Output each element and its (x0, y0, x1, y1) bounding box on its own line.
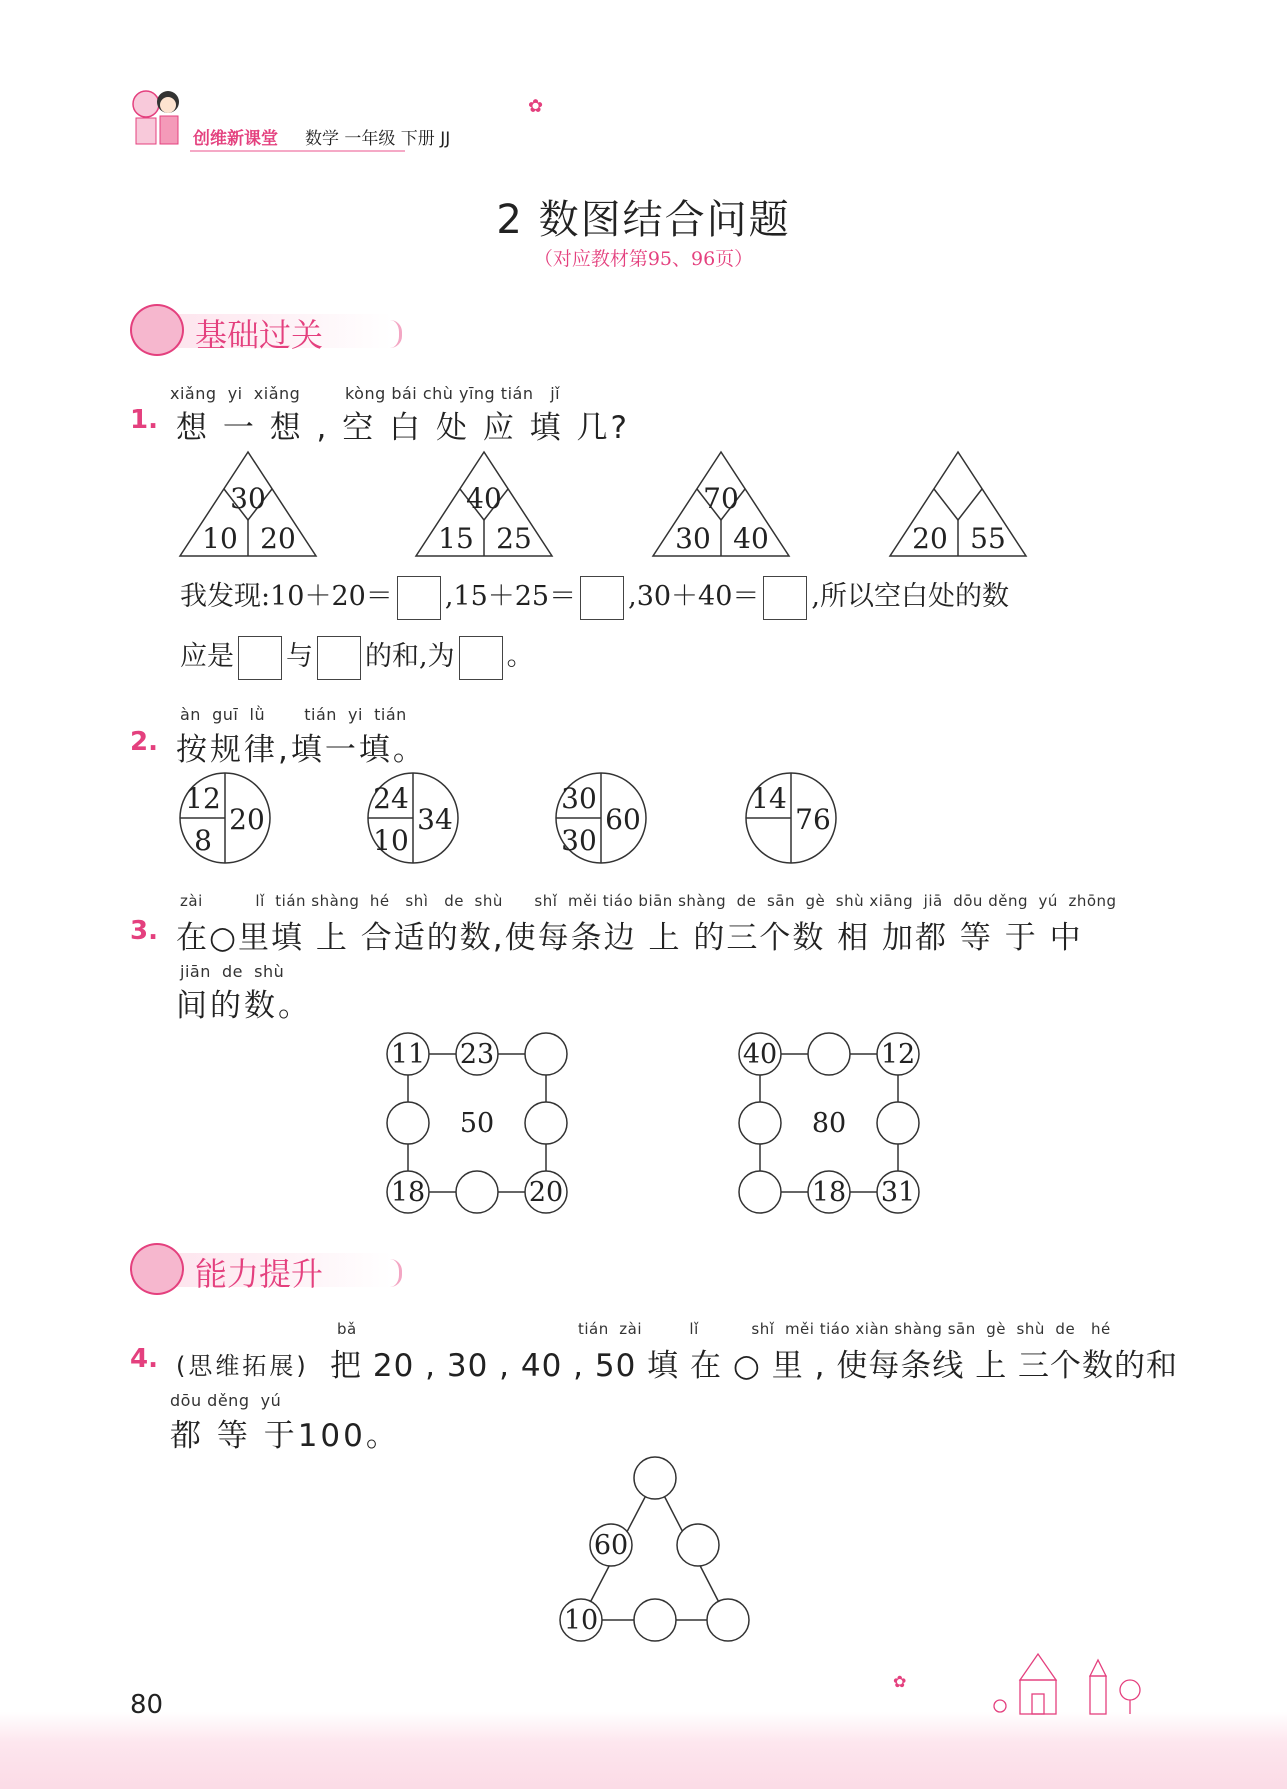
tri-1-left: 10 (202, 522, 238, 555)
circle-3-top-left: 30 (561, 782, 597, 815)
q1-question: 想 一 想 , 空 白 处 应 填 几? (176, 410, 630, 446)
circle-2 (368, 773, 458, 863)
q2-circles (175, 770, 855, 866)
square-2 (739, 1033, 919, 1213)
q4-bottom-left: 10 (563, 1605, 599, 1636)
sq2-br: 31 (880, 1177, 916, 1208)
circle-1-top-left: 12 (185, 782, 221, 815)
header-brand: 创维新课堂 (193, 129, 278, 149)
tri-3-right: 40 (733, 522, 769, 555)
sq1-center: 50 (459, 1108, 495, 1139)
section-banner-basic: 基础过关 (130, 304, 430, 352)
q2-question: 按规律,填一填。 (176, 732, 427, 768)
tri-2-right: 25 (496, 522, 532, 555)
q4-question-2: 都 等 于100。 (170, 1418, 400, 1454)
circle-1 (180, 773, 270, 863)
q4-triangle (555, 1455, 755, 1645)
answer-box[interactable] (397, 576, 441, 620)
castle-icon (990, 1650, 1160, 1716)
sq1-tm: 23 (459, 1039, 495, 1070)
q4-mid-left: 60 (593, 1530, 629, 1561)
q1-finding-line: 我发现:10＋20＝ ,15＋25＝ ,30＋40＝ ,所以空白处的数 (180, 574, 1009, 620)
q3-pinyin-1: zài lǐ tián shàng hé shì de shù shǐ měi tiáo biān shàng de sān gè shù xiāng jiā dōu děng yú zhōng (180, 892, 1117, 910)
q2-pinyin: àn guī lǜ tián yi tián (180, 705, 407, 724)
answer-box[interactable] (317, 636, 361, 680)
q3-question-1: 在○里填 上 合适的数,使每条边 上 的三个数 相 加都 等 于 中 (176, 920, 1083, 956)
tri-3-left: 30 (675, 522, 711, 555)
footer-band (0, 1712, 1287, 1789)
section-banner-advanced: 能力提升 (130, 1243, 430, 1291)
boy-avatar-icon (130, 1243, 184, 1295)
circle-3-right: 60 (605, 803, 641, 836)
square-1 (387, 1033, 567, 1213)
tri-1-top: 30 (230, 482, 266, 515)
circle-4-top-left: 14 (751, 782, 787, 815)
tri-2-top: 40 (466, 482, 502, 515)
triangle-2 (416, 452, 552, 556)
answer-box[interactable] (238, 636, 282, 680)
circle-1-bottom-left: 8 (194, 824, 212, 857)
q4-prefix: (思维拓展) (176, 1352, 309, 1380)
q3-squares (380, 1028, 940, 1216)
flower-icon: ✿ (528, 96, 544, 117)
sq1-bl: 18 (390, 1177, 426, 1208)
q4-question-1: 把 20 , 30 , 40 , 50 填 在 ○ 里 , 使每条线 上 三个数的和 (330, 1348, 1179, 1384)
q1-number: 1. (130, 405, 158, 435)
sq1-br: 20 (528, 1177, 564, 1208)
sq2-tr: 12 (880, 1039, 916, 1070)
q3-pinyin-2: jiān de shù (180, 962, 285, 981)
page-subtitle: （对应教材第95、96页） (533, 248, 754, 270)
tri-4-right: 55 (970, 522, 1006, 555)
triangle-4 (890, 452, 1026, 556)
q4-number: 4. (130, 1344, 158, 1374)
circle-3 (556, 773, 646, 863)
page-number: 80 (130, 1690, 164, 1720)
circle-2-right: 34 (417, 803, 453, 836)
q3-question-2: 间的数。 (176, 988, 312, 1024)
q4-pinyin-2: dōu děng yú (170, 1391, 282, 1410)
header-mascot-icon (128, 86, 188, 152)
circle-3-bottom-left: 30 (561, 824, 597, 857)
tri-1-right: 20 (260, 522, 296, 555)
q3-number: 3. (130, 916, 158, 946)
answer-box[interactable] (580, 576, 624, 620)
tri-3-top: 70 (703, 482, 739, 515)
q1-pinyin: xiǎng yi xiǎng kòng bái chù yīng tián jǐ (170, 384, 561, 403)
circle-4-right: 76 (795, 803, 831, 836)
flower-icon: ✿ (893, 1672, 907, 1691)
q1-conclusion-line: 应是 与 的和,为 。 (180, 634, 534, 680)
page-title: 2 数图结合问题 (496, 197, 791, 243)
sq1-tl: 11 (390, 1039, 426, 1070)
circle-2-top-left: 24 (373, 782, 409, 815)
sq2-bm: 18 (811, 1177, 847, 1208)
tri-2-left: 15 (438, 522, 474, 555)
header-divider (190, 150, 405, 152)
q1-triangles (170, 448, 1040, 560)
circle-2-bottom-left: 10 (373, 824, 409, 857)
q2-number: 2. (130, 727, 158, 757)
answer-box[interactable] (459, 636, 503, 680)
tri-4-left: 20 (912, 522, 948, 555)
girl-avatar-icon (130, 304, 184, 356)
triangle-1 (180, 452, 316, 556)
answer-box[interactable] (763, 576, 807, 620)
q4-pinyin-1: bǎ tián zài lǐ shǐ měi tiáo xiàn shàng sān gè shù de hé (337, 1320, 1111, 1338)
triangle-3 (653, 452, 789, 556)
circle-1-right: 20 (229, 803, 265, 836)
circle-4 (746, 773, 836, 863)
sq2-tl: 40 (742, 1039, 778, 1070)
sq2-center: 80 (811, 1108, 847, 1139)
header-subject: 数学 一年级 下册 JJ (305, 129, 451, 149)
